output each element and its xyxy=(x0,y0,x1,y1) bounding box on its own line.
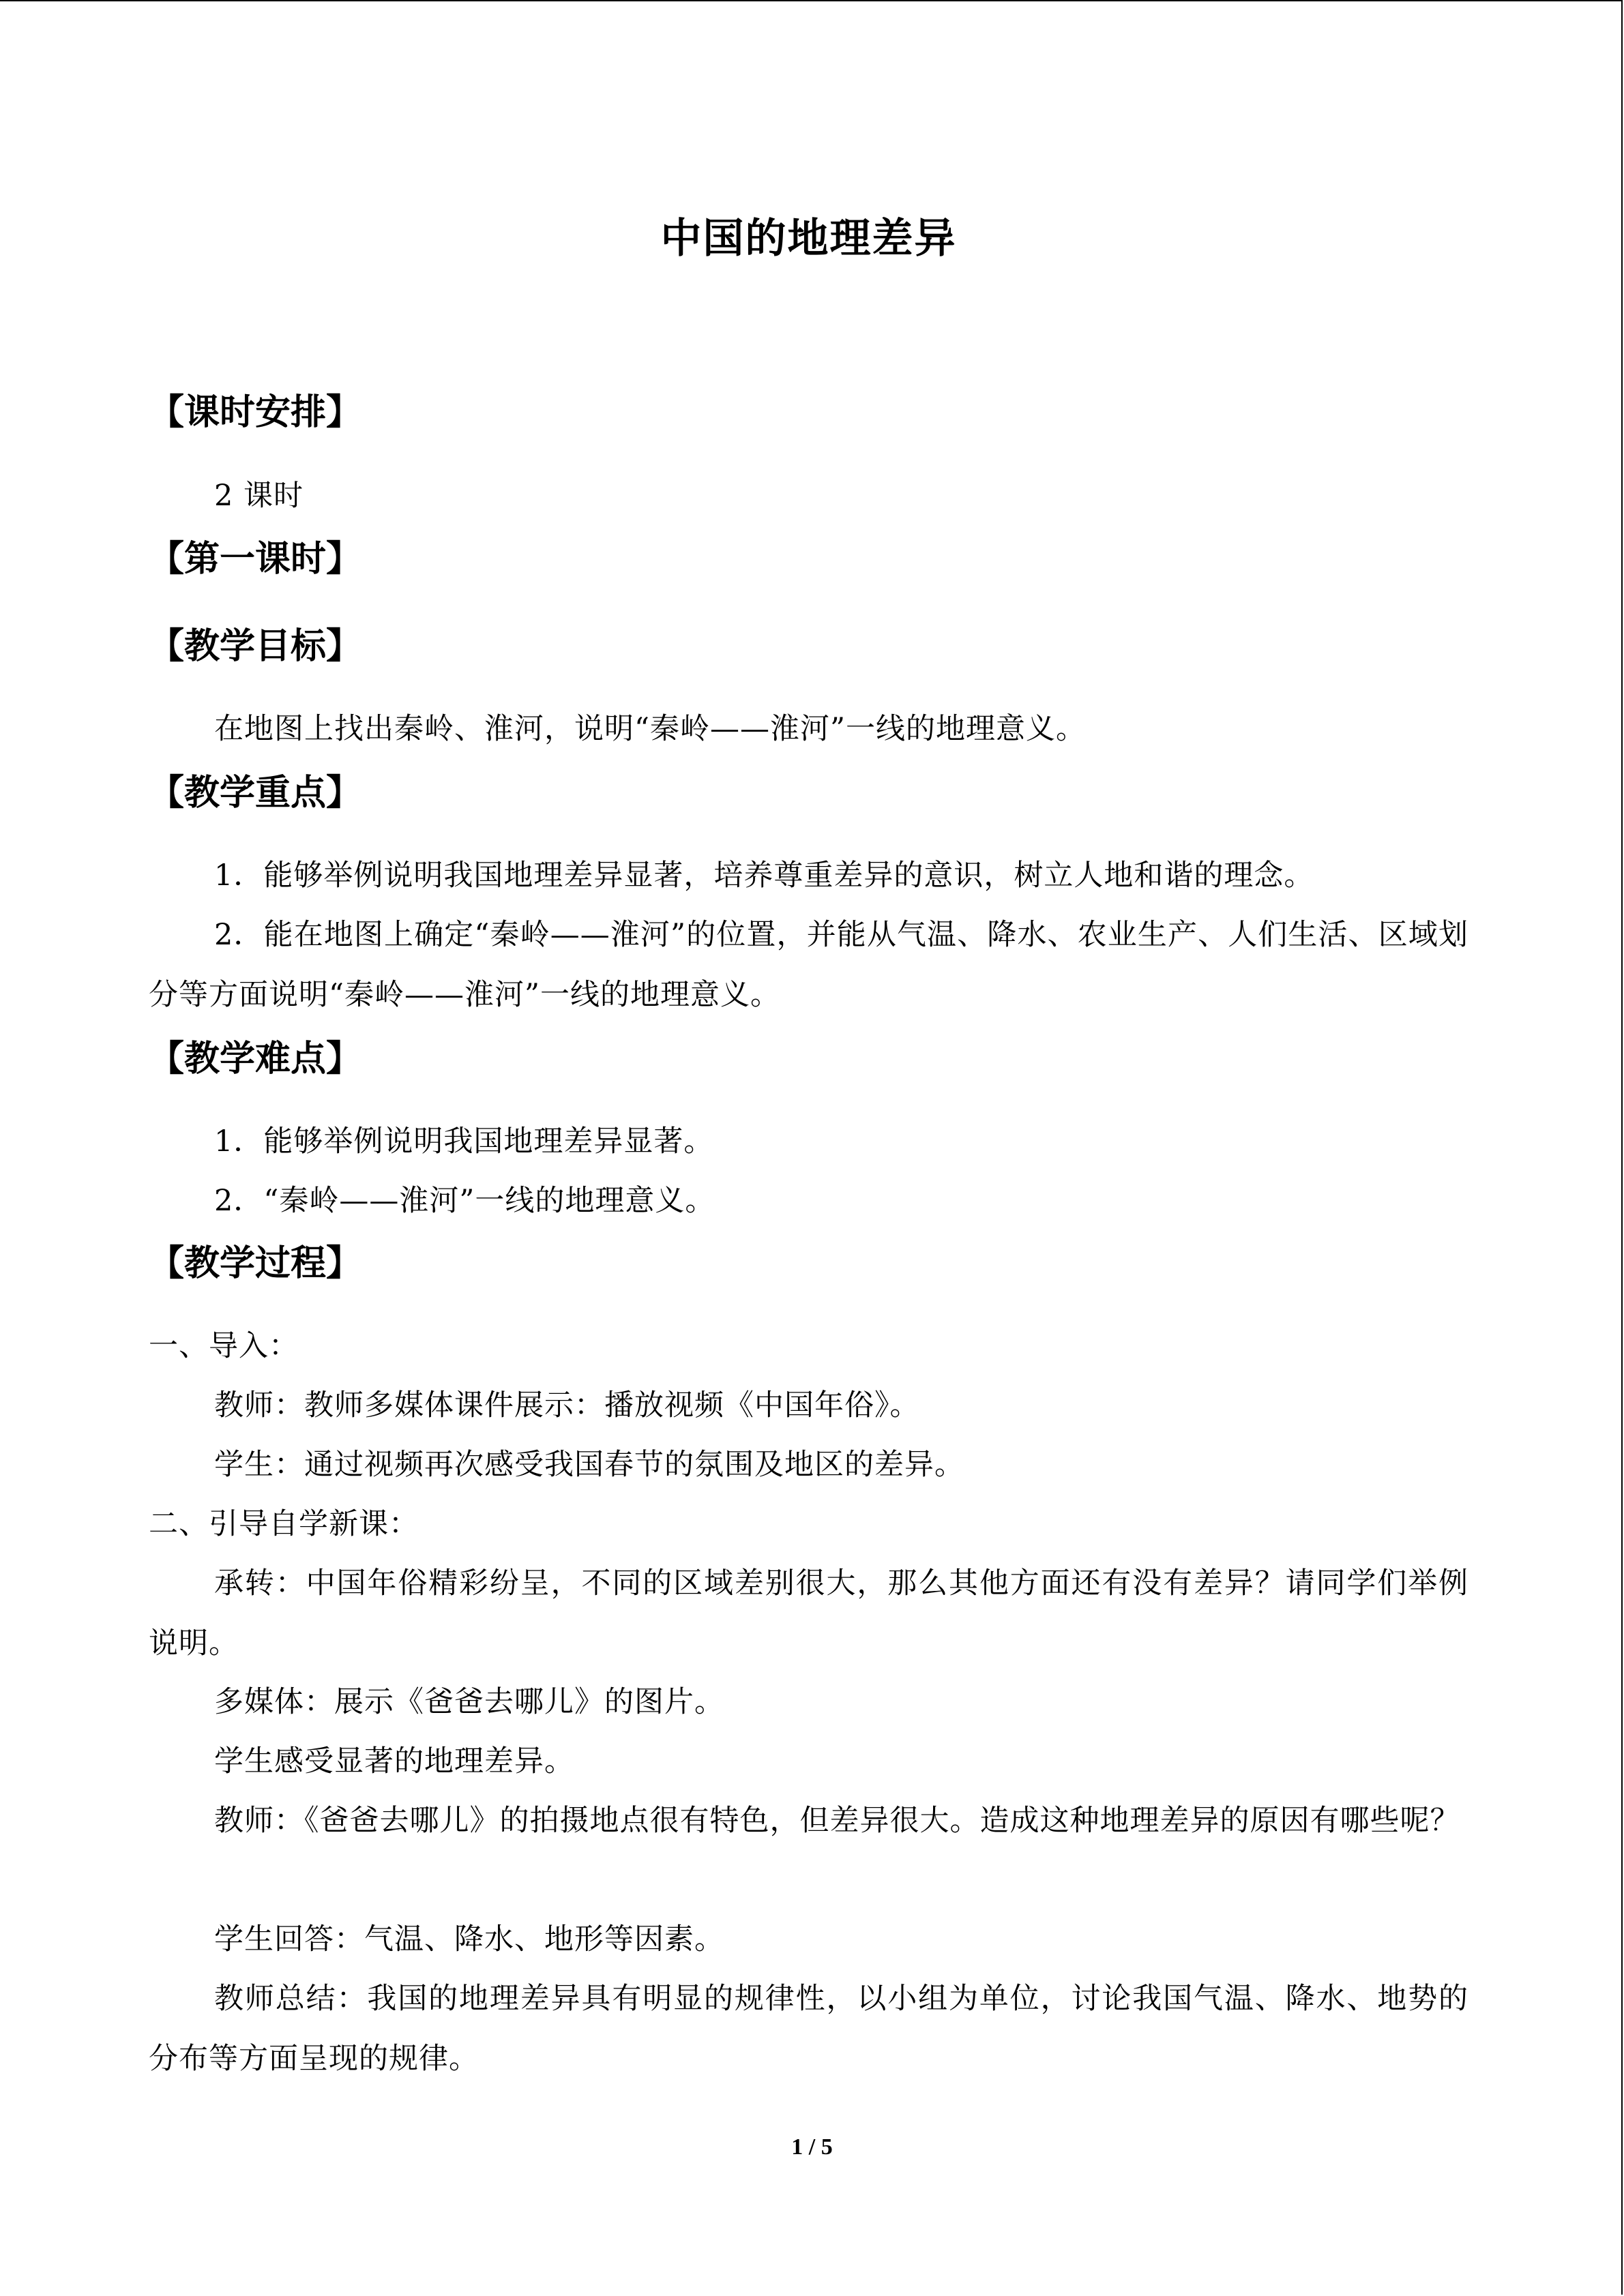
process-teacher-summary: 教师总结：我国的地理差异具有明显的规律性，以小组为单位，讨论我国气温、降水、地势的分布等方面呈现的规律。 xyxy=(149,1982,1468,2076)
process-student-answer: 学生回答：气温、降水、地形等因素。 xyxy=(214,1922,724,1956)
difficulty-1: 1．能够举例说明我国地理差异显著。 xyxy=(214,1124,714,1159)
goals-text: 在地图上找出秦岭、淮河，说明“秦岭——淮河”一线的地理意义。 xyxy=(214,712,1086,746)
process-student-feel: 学生：通过视频再次感受我国春节的氛围及地区的差异。 xyxy=(214,1448,964,1482)
schedule-text: 2 课时 xyxy=(214,479,304,513)
document-title: 中国的地理差异 xyxy=(660,215,957,263)
process-intro: 一、导入： xyxy=(149,1329,299,1363)
process-teacher-question: 教师：《爸爸去哪儿》的拍摄地点很有特色，但差异很大。造成这种地理差异的原因有哪些呢？ xyxy=(214,1804,1460,1838)
process-teacher-video: 教师：教师多媒体课件展示：播放视频《中国年俗》。 xyxy=(214,1388,920,1422)
heading-schedule: 【课时安排】 xyxy=(149,392,362,433)
heading-process: 【教学过程】 xyxy=(149,1243,362,1284)
key-point-2: 2．能在地图上确定“秦岭——淮河”的位置，并能从气温、降水、农业生产、人们生活、区域划分等方面说明“秦岭——淮河”一线的地理意义。 xyxy=(149,918,1468,1012)
heading-lesson-1: 【第一课时】 xyxy=(149,539,362,580)
key-point-1: 1．能够举例说明我国地理差异显著，培养尊重差异的意识，树立人地和谐的理念。 xyxy=(214,859,1314,893)
difficulty-2: 2．“秦岭——淮河”一线的地理意义。 xyxy=(214,1184,715,1218)
process-multimedia: 多媒体：展示《爸爸去哪儿》的图片。 xyxy=(214,1685,724,1719)
heading-difficulties: 【教学难点】 xyxy=(149,1039,362,1079)
process-transition: 承转：中国年俗精彩纷呈，不同的区域差别很大，那么其他方面还有没有差异？请同学们举例说明。 xyxy=(149,1566,1468,1660)
heading-goals: 【教学目标】 xyxy=(149,626,362,667)
heading-key-points: 【教学重点】 xyxy=(149,773,362,814)
page-number: 1 / 5 xyxy=(791,2134,833,2160)
process-self-study: 二、引导自学新课： xyxy=(149,1507,419,1541)
process-student-observe: 学生感受显著的地理差异。 xyxy=(214,1744,574,1778)
